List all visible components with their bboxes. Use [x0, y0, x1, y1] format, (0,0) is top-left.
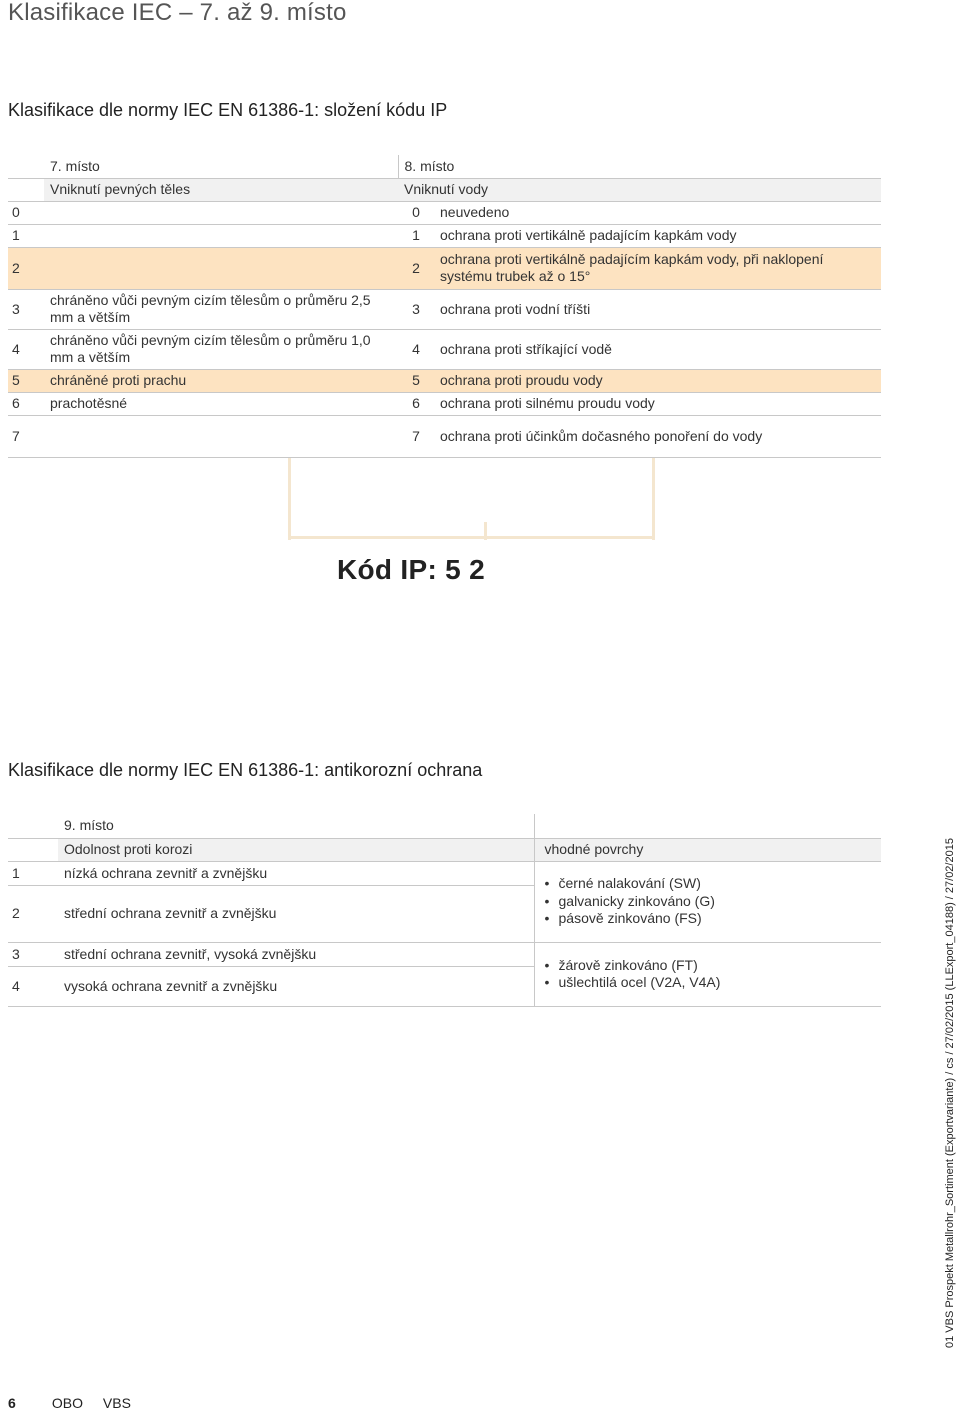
- brand-vbs: VBS: [102, 1395, 131, 1410]
- table-row-highlighted: [8, 247, 881, 289]
- row-number-8: 4: [398, 329, 434, 369]
- ac-table-header-row: [8, 814, 881, 838]
- section-title-ip-code: Klasifikace dle normy IEC EN 61386-1: složení kódu IP: [8, 100, 448, 120]
- row-desc: vysoká ochrana zevnitř a zvnějšku: [58, 966, 534, 1006]
- row-desc-7: chráněno vůči pevným cizím tělesům o průměru 1,0 mm a větším: [44, 329, 398, 369]
- row-desc-7: [44, 247, 398, 289]
- table-row: [8, 201, 881, 224]
- brand-obo: OBO: [51, 1395, 84, 1410]
- row-desc-7: [44, 415, 398, 457]
- row-desc-8: ochrana proti vodní tříšti: [434, 289, 881, 329]
- row-number: 2: [8, 885, 58, 942]
- row-desc-7: [44, 201, 398, 224]
- row-number-8: 0: [398, 201, 434, 224]
- row-number-8: 7: [398, 415, 434, 457]
- surfaces-group-2: [534, 942, 881, 1006]
- row-number: 3: [8, 942, 58, 966]
- row-number-7: 6: [8, 392, 44, 415]
- row-number-7: 3: [8, 289, 44, 329]
- document-reference-vertical: 01 VBS Prospekt Metallrohr_Sortiment (Exportvariante) / cs / 27/02/2015 (LLExport_04188) / 27/02/2015: [944, 838, 956, 1348]
- row-number-8: 3: [398, 289, 434, 329]
- row-number-7: 5: [8, 369, 44, 392]
- anticorrosion-table: [8, 814, 881, 1007]
- ip-code-result: Kód IP: 5 2: [337, 554, 485, 585]
- row-number: 1: [8, 861, 58, 885]
- row-number-7: 0: [8, 201, 44, 224]
- col-resistance-heading: Odolnost proti korozi: [58, 838, 534, 861]
- row-desc: nízká ochrana zevnitř a zvnějšku: [58, 861, 534, 885]
- page-footer: [8, 1395, 147, 1410]
- row-number-8: 1: [398, 224, 434, 247]
- col8-heading: 8. místo: [398, 155, 881, 178]
- col7-heading: 7. místo: [44, 155, 398, 178]
- connector-line: [288, 536, 655, 539]
- list-item: • žárově zinkováno (FT): [545, 957, 876, 975]
- row-desc-7: [44, 224, 398, 247]
- table-row: [8, 942, 881, 966]
- row-number-8: 5: [398, 369, 434, 392]
- row-desc-8: neuvedeno: [434, 201, 881, 224]
- list-item: • ušlechtilá ocel (V2A, V4A): [545, 974, 876, 992]
- page-title: Klasifikace IEC – 7. až 9. místo: [8, 0, 347, 26]
- col9-heading: 9. místo: [58, 814, 534, 838]
- table-row: [8, 415, 881, 457]
- row-desc-8: ochrana proti stříkající vodě: [434, 329, 881, 369]
- table-row: [8, 329, 881, 369]
- section-title-anticorrosion: Klasifikace dle normy IEC EN 61386-1: antikorozní ochrana: [8, 760, 483, 780]
- surfaces-group-1: [534, 861, 881, 942]
- row-desc-8: ochrana proti silnému proudu vody: [434, 392, 881, 415]
- list-item: • galvanicky zinkováno (G): [545, 893, 876, 911]
- ip-table-subheader-row: [8, 178, 881, 201]
- list-item: • pásově zinkováno (FS): [545, 910, 876, 928]
- row-desc: střední ochrana zevnitř a zvnějšku: [58, 885, 534, 942]
- page-number: 6: [8, 1395, 16, 1410]
- connector-line: [288, 458, 291, 540]
- row-number-7: 2: [8, 247, 44, 289]
- table-row-highlighted: [8, 369, 881, 392]
- ip-table-header-row: [8, 155, 881, 178]
- list-item: • černé nalakování (SW): [545, 875, 876, 893]
- table-row: [8, 224, 881, 247]
- table-row: [8, 289, 881, 329]
- row-desc-8: ochrana proti vertikálně padajícím kapkám vody, při naklopení systému trubek až o 15°: [434, 247, 881, 289]
- col7-subheading: Vniknutí pevných těles: [44, 178, 398, 201]
- col-surfaces-heading: vhodné povrchy: [534, 838, 881, 861]
- ip-code-connector-diagram: [286, 458, 658, 542]
- ac-table-subheader-row: [8, 838, 881, 861]
- row-desc-8: ochrana proti účinkům dočasného ponoření do vody: [434, 415, 881, 457]
- table-row: [8, 392, 881, 415]
- row-desc-7: chráněné proti prachu: [44, 369, 398, 392]
- row-desc-7: prachotěsné: [44, 392, 398, 415]
- row-desc-8: ochrana proti vertikálně padajícím kapkám vody: [434, 224, 881, 247]
- row-number-8: 2: [398, 247, 434, 289]
- table-row: [8, 861, 881, 885]
- row-number: 4: [8, 966, 58, 1006]
- col8-subheading: Vniknutí vody: [398, 178, 881, 201]
- connector-line: [652, 458, 655, 540]
- row-number-7: 7: [8, 415, 44, 457]
- row-number-7: 4: [8, 329, 44, 369]
- row-desc: střední ochrana zevnitř, vysoká zvnějšku: [58, 942, 534, 966]
- row-desc-7: chráněno vůči pevným cizím tělesům o průměru 2,5 mm a větším: [44, 289, 398, 329]
- ip-code-table: [8, 155, 881, 458]
- row-desc-8: ochrana proti proudu vody: [434, 369, 881, 392]
- row-number-8: 6: [398, 392, 434, 415]
- row-number-7: 1: [8, 224, 44, 247]
